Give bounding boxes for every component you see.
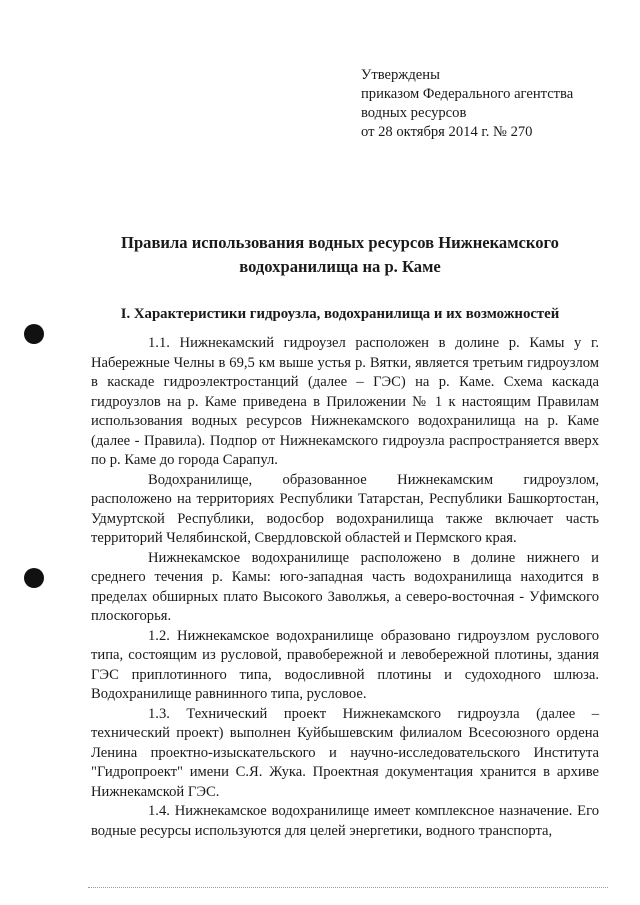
document-title xyxy=(60,231,620,279)
paragraph: 1.2. Нижнекамское водохранилище образовано гидроузлом руслового типа, состоящим из русловой, правобережной и левобережной плотины, здания ГЭС приплотинного типа, водосливной плотины и судоходного шлюза. Водохранилище равнинного типа, русловое. xyxy=(91,627,599,702)
title-line: водохранилища на р. Каме xyxy=(239,257,441,276)
paragraph: 1.1. Нижнекамский гидроузел расположен в долине р. Камы у г. Набережные Челны в 69,5 км выше устья р. Вятки, является третьим гидроузлом в каскаде гидроэлектростанций (далее – ГЭС) на р. Каме. Схема каскада гидроузлов на р. Каме приведена в Приложении № 1 к настоящим Правилам использования водных ресурсов Нижнекамского водохранилища на р. Каме (далее - Правила). Подпор от Нижнекамского гидроузла распространяется вверх по р. Каме до города Сарапул. xyxy=(91,335,599,468)
scan-edge-line xyxy=(88,887,608,888)
paragraph: Нижнекамское водохранилище расположено в долине нижнего и среднего течения р. Камы: юго-западная часть водохранилища находится в пределах обширных плато Высокого Заволжья, а северо-восточная - Уфимского плоскогорья. xyxy=(91,549,599,624)
document-body xyxy=(91,334,599,841)
approval-line: приказом Федерального агентства xyxy=(361,86,574,102)
approval-line: Утверждены xyxy=(361,67,440,83)
paragraph: Водохранилище, образованное Нижнекамским гидроузлом, расположено на территориях Республики Татарстан, Республики Башкортостан, Удмуртской Республики, водосбор водохранилища также включает часть территорий Челябинской, Свердловской областей и Пермского края. xyxy=(91,471,599,546)
approval-line: от 28 октября 2014 г. № 270 xyxy=(361,124,533,140)
punch-hole-top xyxy=(24,324,44,344)
title-line: Правила использования водных ресурсов Нижнекамского xyxy=(121,233,559,252)
punch-hole-bottom xyxy=(24,568,44,588)
paragraph: 1.3. Технический проект Нижнекамского гидроузла (далее – технический проект) выполнен Куйбышевским филиалом Всесоюзного ордена Ленина проектно-изыскательского и научно-исследовательского Института "Гидропроект" имени С.Я. Жука. Проектная документация хранится в архиве Нижнекамской ГЭС. xyxy=(91,705,599,800)
section-heading: I. Характеристики гидроузла, водохранилища и их возможностей xyxy=(120,306,560,322)
approval-line: водных ресурсов xyxy=(361,105,467,121)
paragraph: 1.4. Нижнекамское водохранилище имеет комплексное назначение. Его водные ресурсы используются для целей энергетики, водного транспорта, xyxy=(91,803,599,839)
approval-block xyxy=(361,66,611,142)
